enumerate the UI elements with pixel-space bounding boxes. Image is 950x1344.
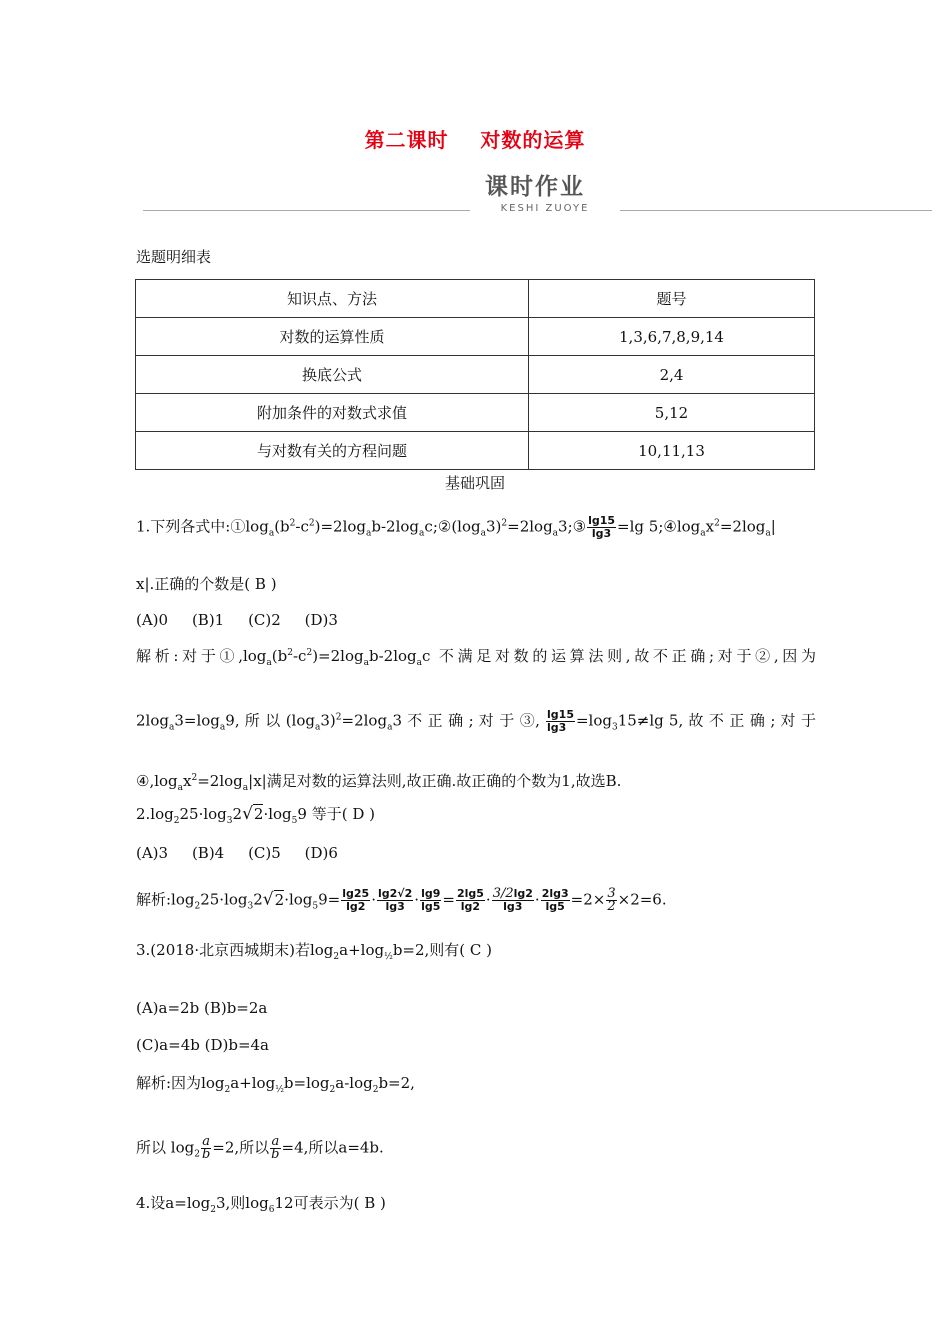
banner-line-left [143,210,471,211]
q3-stem-suffix: b=2,则有( C ) [392,941,493,959]
q2-result-tail: ×2=6. [617,890,667,909]
q4-stem-end: 12可表示为( B ) [274,1194,386,1212]
selection-table [135,279,815,470]
q4-stem-start: 4.设a=log [136,1194,211,1212]
q1-stem-intro: 1.下列各式中:① [136,517,246,536]
q3-options-row1: (A)a=2b (B)b=2a [136,999,268,1017]
q3-analysis: 解析:因为$\log_2a+\log_{\frac{1}{2}}b=\log_2a-\log_2b=2$, [136,1074,415,1095]
q2-option-b: (B)4 [191,844,225,862]
q1-analysis-line1: 解析:对于$①,\log_a(b^2-c^2)=2\log_ab-2\log_ac$ 不满足对数的运算法则,故不正确;对于②,因为 [136,647,816,668]
q1-analysis-end: ④,log [136,772,178,790]
q3-analysis-prefix: 解析:因为 [136,1074,202,1092]
q1-frac-num: lg15 [588,514,616,527]
table-cell: 对数的运算性质 [136,318,529,356]
q1-option-a: (A)0 [136,611,169,629]
q2-stem-suffix: 等于( D ) [311,805,375,823]
q1-fraction [587,515,616,540]
q2-stem: $2.\log_225\cdot\log_32√2\cdot\log_59$ 等于( D ) [136,804,375,826]
q2-option-a: (A)3 [136,844,169,862]
table-cell: 2,4 [529,356,815,394]
table-row [136,432,815,470]
q1-analysis-frac-den: lg3 [547,721,567,734]
q1-option-c: (C)2 [248,611,281,629]
q3-conclusion-prefix: 所以 [136,1138,167,1157]
table-cell: 1,3,6,7,8,9,14 [529,318,815,356]
table-row [136,394,815,432]
q4-stem: 4.设$a=\log_23$,则$\log_612$可表示为( B ) [136,1194,386,1215]
table-header-cell: 知识点、方法 [136,280,529,318]
q1-analysis-frac-num: lg15 [547,708,574,721]
table-header-row [136,280,815,318]
q1-option-b: (B)1 [191,611,225,629]
table-row [136,356,815,394]
q1-analysis-line2: $2\log_a3=\log_a9$, 所 以 $(\log_a3)^2=2\log_a3$ 不 正 确 ; 对 于 ③, $\frac{\lg 15}{\lg 3}$ $=\log_315\ne\lg$ 5, 故 不 正 确 ; 对 于 [136,708,816,734]
q3-stem-prefix: 3.(2018·北京西城期末)若 [136,941,310,959]
table-cell: 附加条件的对数式求值 [136,394,529,432]
q3-options-row2: (C)a=4b (D)b=4a [136,1036,269,1054]
table-cell: 10,11,13 [529,432,815,470]
q2-option-c: (C)5 [248,844,281,862]
q3-conclusion-mid: =2,所以 [212,1138,270,1157]
q4-stem-mid: 3,则log [216,1194,269,1212]
section-heading: 基础巩固 [444,474,505,492]
q1-stem-end: x|.正确的个数是( B ) [136,575,277,593]
q3-conclusion: 所以 $\log_2$ $\frac{a}{b}$ =2,所以 $\frac{a}{b}$ =4,所以a=4b. [136,1134,384,1162]
q3-stem: 3.(2018·北京西城期末)若$\log_2a+\log_{\frac{1}{2}}b=2$,则有( C ) [136,941,493,962]
table-label: 选题明细表 [136,248,212,266]
q1-analysis-fraction [546,709,575,734]
table-cell: 5,12 [529,394,815,432]
q1-frac-den: lg3 [591,527,612,540]
table-cell: 换底公式 [136,356,529,394]
table-row [136,318,815,356]
page-title: 第二课时 对数的运算 [364,128,586,152]
table-header-cell: 题号 [529,280,815,318]
q1-option-d: (D)3 [304,611,338,629]
q3-conclusion-end: =4,所以a=4b. [281,1138,384,1157]
q1-analysis-line3: $④,\log_ax^2=2\log_a|x|$满足对数的运算法则,故正确.故正确的个数为1,故选B. [136,772,622,793]
banner-line-right [620,210,932,211]
q1-stem: 1.下列各式中$:①\log_a(b^2-c^2)=2\log_ab-2\log_ac;②(\log_a3)^2=2\log_a3;③$ $\frac{\lg 15}{\lg 3}$ =lg $5;④\log_ax^2=2\log_a|$ [136,514,776,540]
q1-analysis-tail: 满足对数的运算法则,故正确.故正确的个数为1,故选B. [266,772,622,790]
q2-analysis: 解析$:\log_225\cdot\log_32√2\cdot\log_59=$ $\frac{\lg 25}{\lg 2}$ · $\frac{\lg 2√2}{\lg 3}$ · $\frac{\lg 9}{\lg 5}$ = $\frac{2\lg 5}{\lg 2}$ · $\frac{3/2\lg 2}{\lg 3}$ · $\frac{2\lg 3}{\lg 5}$ =2× $\frac{3}{2}$ ×2=6. [136,886,667,914]
table-cell: 与对数有关的方程问题 [136,432,529,470]
banner-subtitle: KESHI ZUOYE [470,203,620,214]
q2-result: =2× [570,890,606,909]
q1-options [136,610,816,630]
q3-analysis-tail: b=log [283,1074,330,1092]
q2-options [136,843,816,863]
q2-option-d: (D)6 [304,844,338,862]
banner-title: 课时作业 [485,174,585,200]
